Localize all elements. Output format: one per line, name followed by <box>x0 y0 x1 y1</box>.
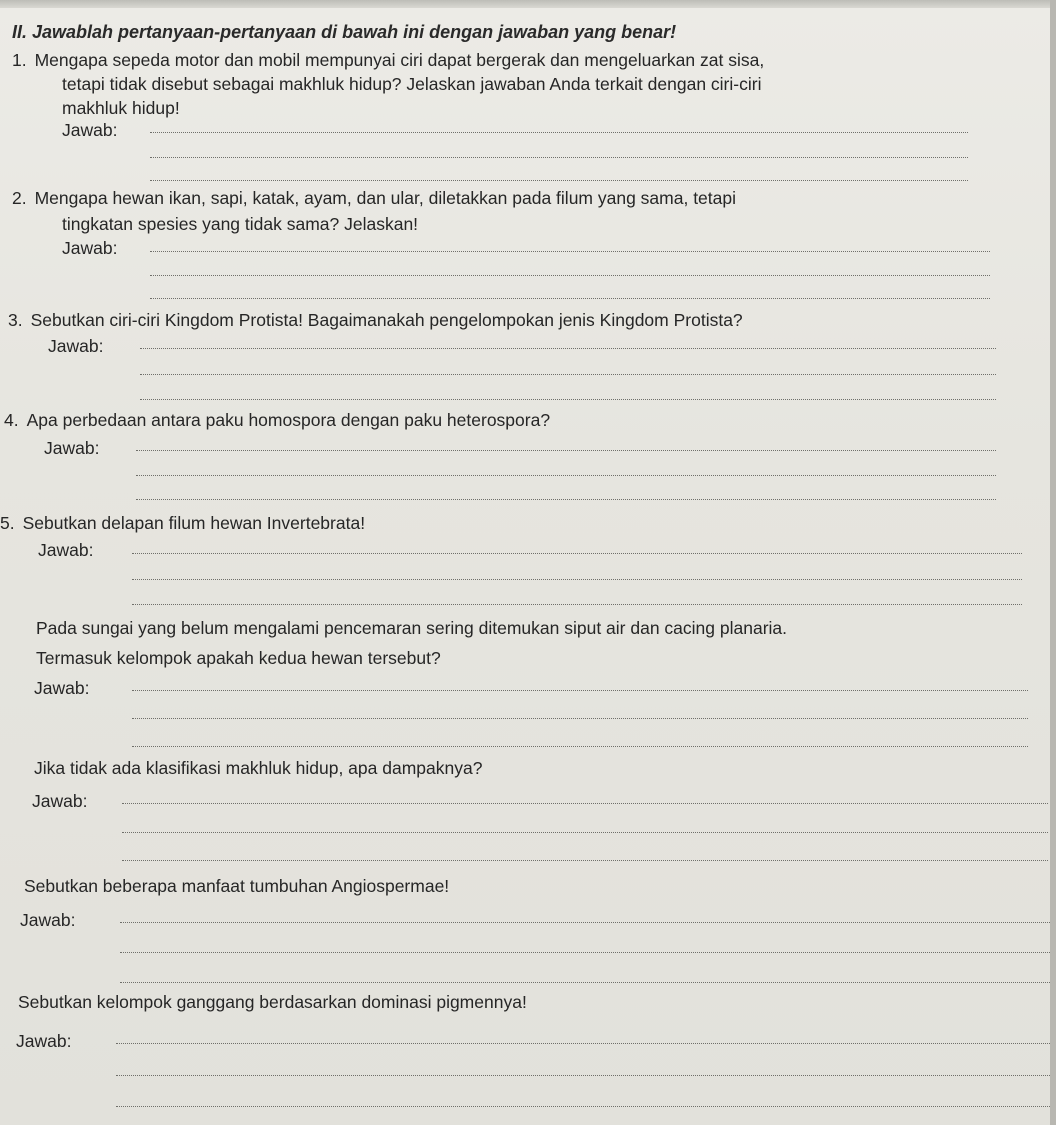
question-text-line: Mengapa hewan ikan, sapi, katak, ayam, dan ular, diletakkan pada filum yang sama, tetapi <box>34 188 737 208</box>
question-2 <box>12 190 736 208</box>
question-8 <box>24 878 449 896</box>
answer-line[interactable] <box>132 579 1022 580</box>
answer-label: Jawab: <box>16 1031 72 1051</box>
answer-line[interactable] <box>122 803 1048 804</box>
answer-label: Jawab: <box>34 678 90 698</box>
question-1 <box>12 52 764 70</box>
answer-line[interactable] <box>136 450 996 451</box>
answer-line[interactable] <box>122 860 1048 861</box>
question-text-line: Sebutkan beberapa manfaat tumbuhan Angiospermae! <box>24 876 450 896</box>
question-9 <box>18 994 527 1012</box>
answer-line[interactable] <box>122 832 1048 833</box>
answer-line[interactable] <box>116 1043 1050 1044</box>
question-number: 2. <box>12 188 27 208</box>
page-right-edge <box>1050 0 1056 1125</box>
answer-line[interactable] <box>132 718 1028 719</box>
answer-line[interactable] <box>150 157 968 158</box>
answer-line[interactable] <box>132 553 1022 554</box>
page-top-edge <box>0 0 1056 8</box>
answer-line[interactable] <box>120 982 1050 983</box>
answer-line[interactable] <box>116 1075 1050 1076</box>
question-number: 5. <box>0 513 15 533</box>
answer-line[interactable] <box>136 499 996 500</box>
section-title: II. Jawablah pertanyaan-pertanyaan di bawah ini dengan jawaban yang benar! <box>12 22 677 42</box>
answer-label: Jawab: <box>32 791 88 811</box>
answer-line[interactable] <box>136 475 996 476</box>
answer-label: Jawab: <box>62 238 118 258</box>
answer-line[interactable] <box>116 1106 1050 1107</box>
question-text-line: Sebutkan delapan filum hewan Invertebrata! <box>22 513 366 533</box>
question-text-line: tingkatan spesies yang tidak sama? Jelaskan! <box>62 214 419 234</box>
question-text-line: Pada sungai yang belum mengalami pencemaran sering ditemukan siput air dan cacing planaria. <box>36 618 788 638</box>
answer-label: Jawab: <box>38 540 94 560</box>
answer-line[interactable] <box>140 399 996 400</box>
answer-label: Jawab: <box>20 910 76 930</box>
question-text-line: makhluk hidup! <box>62 98 180 118</box>
question-number: 1. <box>12 50 27 70</box>
question-5 <box>0 515 365 533</box>
answer-line[interactable] <box>150 298 990 299</box>
answer-line[interactable] <box>132 746 1028 747</box>
answer-line[interactable] <box>150 275 990 276</box>
question-3 <box>8 312 743 330</box>
answer-line[interactable] <box>150 132 968 133</box>
question-text-line: Sebutkan kelompok ganggang berdasarkan dominasi pigmennya! <box>18 992 527 1012</box>
answer-label: Jawab: <box>44 438 100 458</box>
question-7 <box>34 760 482 778</box>
answer-line[interactable] <box>120 922 1050 923</box>
question-text-line: Sebutkan ciri-ciri Kingdom Protista! Bagaimanakah pengelompokan jenis Kingdom Protista? <box>30 310 743 330</box>
question-number: 4. <box>4 410 19 430</box>
answer-line[interactable] <box>150 180 968 181</box>
question-text-line: Apa perbedaan antara paku homospora dengan paku heterospora? <box>26 410 551 430</box>
answer-label: Jawab: <box>62 120 118 140</box>
answer-line[interactable] <box>150 251 990 252</box>
question-text-line: tetapi tidak disebut sebagai makhluk hidup? Jelaskan jawaban Anda terkait dengan ciri-ciri <box>62 74 762 94</box>
question-text-line: Termasuk kelompok apakah kedua hewan tersebut? <box>36 648 441 668</box>
question-number: 3. <box>8 310 23 330</box>
answer-line[interactable] <box>132 690 1028 691</box>
answer-label: Jawab: <box>48 336 104 356</box>
question-6 <box>36 620 787 638</box>
answer-line[interactable] <box>120 952 1050 953</box>
answer-line[interactable] <box>140 348 996 349</box>
answer-line[interactable] <box>132 604 1022 605</box>
answer-line[interactable] <box>140 374 996 375</box>
question-text-line: Mengapa sepeda motor dan mobil mempunyai ciri dapat bergerak dan mengeluarkan zat sisa, <box>34 50 765 70</box>
question-text-line: Jika tidak ada klasifikasi makhluk hidup, apa dampaknya? <box>34 758 483 778</box>
question-4 <box>4 412 550 430</box>
